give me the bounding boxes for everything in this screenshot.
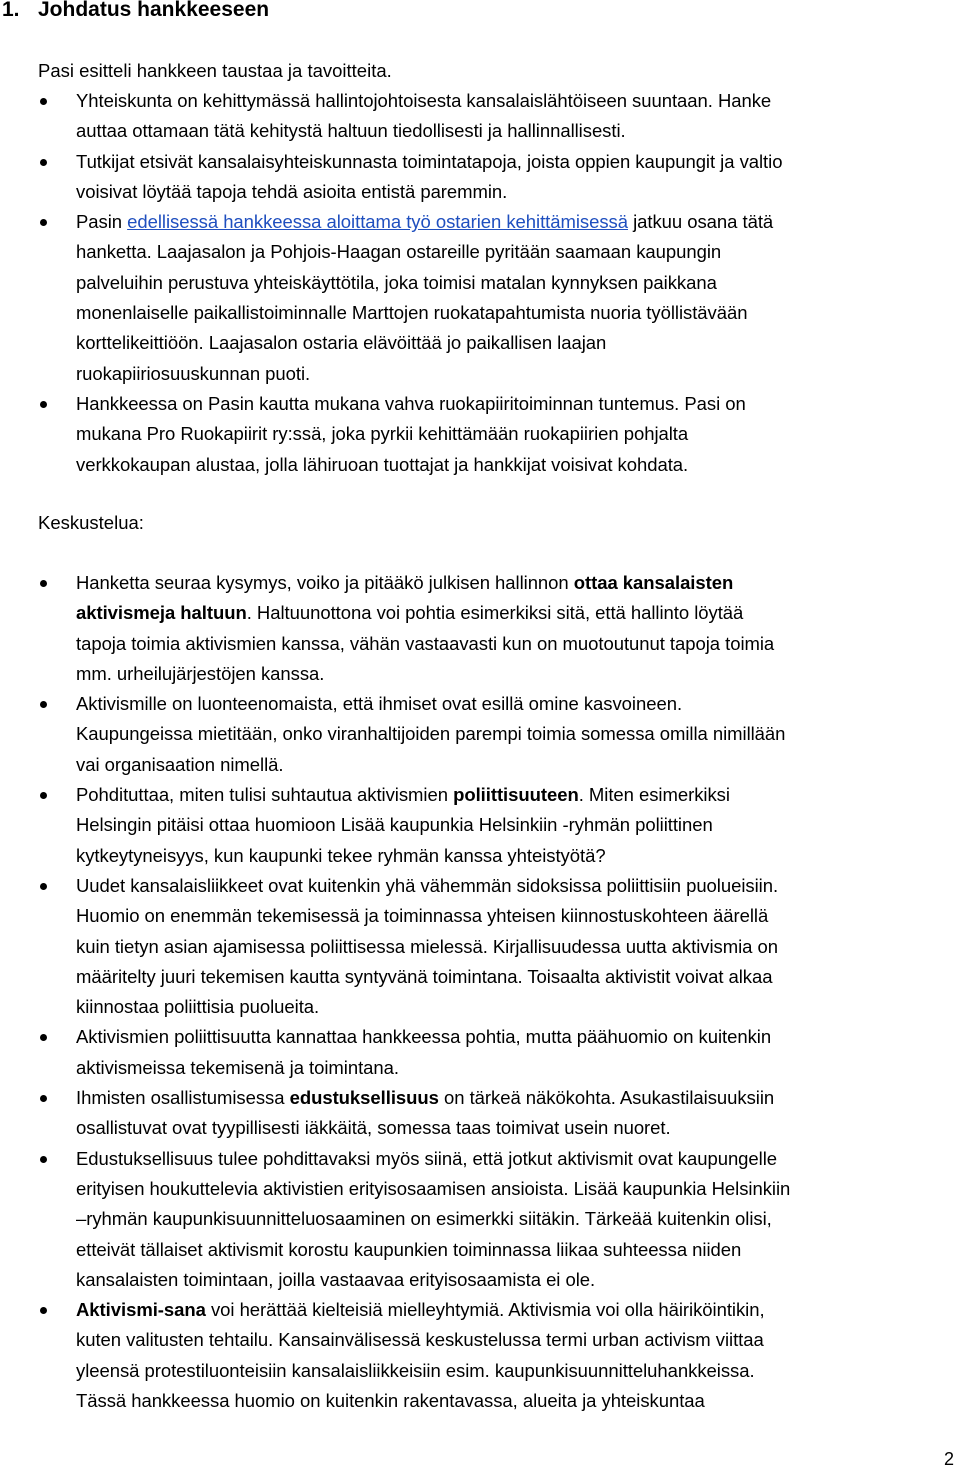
text-run: erityisen houkuttelevia aktivistien erityisosaamisen ansioista. Lisää kaupunkia Helsinkiin xyxy=(76,1177,791,1199)
text-line xyxy=(76,1265,954,1295)
text-run: Aktivismien poliittisuutta kannattaa hankkeessa pohtia, mutta päähuomio on kuitenkin xyxy=(76,1026,772,1048)
bullet-icon xyxy=(40,159,47,166)
list-item xyxy=(0,207,960,389)
text-line xyxy=(76,659,954,689)
text-run: yleensä protestiluonteisiin kansalaisliikkeisiin esim. kaupunkisuunnitteluhankkeissa. xyxy=(76,1359,755,1381)
bold-text: poliittisuuteen xyxy=(453,784,579,806)
text-run: määritelty juuri tekemisen kautta syntyvänä toimintana. Toisaalta aktivistit voivat alkaa xyxy=(76,965,773,987)
text-run: korttelikeittiöön. Laajasalon ostaria elävöittää jo paikallisen laajan xyxy=(76,332,607,354)
text-line xyxy=(76,177,954,207)
list-item xyxy=(0,1295,960,1416)
text-line xyxy=(76,450,954,480)
text-run: etteivät tällaiset aktivismit korostu kaupunkien toiminnassa liikaa suhteessa niiden xyxy=(76,1238,742,1260)
list-item xyxy=(0,568,960,689)
bullet-icon xyxy=(40,1095,47,1102)
text-run: Pohdituttaa, miten tulisi suhtautua aktivismien xyxy=(76,784,454,806)
text-run: auttaa ottamaan tätä kehitystä haltuun tiedollisesti ja hallinnallisesti. xyxy=(76,120,626,142)
text-run: hanketta. Laajasalon ja Pohjois-Haagan ostareille pyritään saamaan kaupungin xyxy=(76,241,722,263)
discussion-bullet-list xyxy=(0,568,960,1416)
intro-bullet-list xyxy=(0,86,960,480)
text-run: Kaupungeissa mietitään, onko viranhaltijoiden parempi toimia somessa omilla nimillään xyxy=(76,723,786,745)
text-line xyxy=(76,1113,954,1143)
text-run: Edustuksellisuus tulee pohdittavaksi myös siinä, että jotkut aktivismit ovat kaupungelle xyxy=(76,1147,778,1169)
section-heading xyxy=(2,0,269,24)
text-line xyxy=(76,1053,954,1083)
text-line xyxy=(76,1204,954,1234)
text-line xyxy=(76,901,954,931)
text-run: –ryhmän kaupunkisuunnitteluosaaminen on esimerkki siitäkin. Tärkeää kuitenkin olisi, xyxy=(76,1208,772,1230)
text-line xyxy=(76,86,954,116)
text-line xyxy=(76,932,954,962)
text-run: Ihmisten osallistumisessa xyxy=(76,1087,290,1109)
text-line xyxy=(76,841,954,871)
text-run: monenlaiselle paikallistoiminnalle Marttojen ruokatapahtumista nuoria työllistävään xyxy=(76,302,748,324)
text-line xyxy=(76,328,954,358)
text-line xyxy=(76,1325,954,1355)
text-line xyxy=(76,207,954,237)
text-run: Hanketta seuraa kysymys, voiko ja pitääkö julkisen hallinnon xyxy=(76,572,574,593)
heading-title: Johdatus hankkeeseen xyxy=(38,0,270,21)
bullet-icon xyxy=(40,701,47,708)
text-line xyxy=(76,147,954,177)
text-run: ruokapiiriosuuskunnan puoti. xyxy=(76,362,311,384)
bullet-icon xyxy=(40,98,47,105)
text-run: Tässä hankkeessa huomio on kuitenkin rakentavassa, alueita ja yhteiskuntaa xyxy=(76,1390,705,1412)
bold-text: Aktivismi-sana xyxy=(76,1299,206,1321)
text-line xyxy=(76,116,954,146)
text-line xyxy=(76,298,954,328)
text-line xyxy=(76,419,954,449)
text-run: mukana Pro Ruokapiirit ry:ssä, joka pyrkii kehittämään ruokapiirien pohjalta xyxy=(76,423,689,445)
list-item xyxy=(0,86,960,147)
text-run: kuten valitusten tehtailu. Kansainvälisessä keskustelussa termi urban activism viittaa xyxy=(76,1329,764,1351)
text-line xyxy=(76,1295,954,1325)
text-run: voisivat löytää tapoja tehdä asioita entistä paremmin. xyxy=(76,180,508,202)
text-run: kiinnostaa poliittisia puolueita. xyxy=(76,996,320,1018)
discussion-label: Keskustelua: xyxy=(38,512,144,533)
text-line xyxy=(76,810,954,840)
list-item xyxy=(0,1022,960,1083)
text-run: Uudet kansalaisliikkeet ovat kuitenkin yhä vähemmän sidoksissa poliittisiin puolueisiin. xyxy=(76,874,779,896)
list-item xyxy=(0,1083,960,1144)
text-run: mm. urheilujärjestöjen kanssa. xyxy=(76,662,325,684)
text-line xyxy=(76,992,954,1022)
text-run: Huomio on enemmän tekemisessä ja toiminnassa yhteisen kiinnostuskohteen äärellä xyxy=(76,905,769,927)
text-run: voi herättää kielteisiä mielleyhtymiä. Aktivismia voi olla häiriköintikin, xyxy=(205,1299,765,1321)
text-run: kuin tietyn asian ajamisessa poliittisessa mielessä. Kirjallisuudessa uutta aktivismia on xyxy=(76,935,778,957)
text-line xyxy=(76,237,954,267)
project-link[interactable]: edellisessä hankkeessa aloittama työ ostarien kehittämisessä xyxy=(127,211,628,233)
bullet-icon xyxy=(40,1156,47,1163)
text-run: kytkeytyneisyys, kun kaupunki tekee ryhmän kanssa yhteistyötä? xyxy=(76,844,606,866)
bullet-icon xyxy=(40,1307,47,1314)
list-item xyxy=(0,147,960,208)
text-line xyxy=(76,750,954,780)
list-item xyxy=(0,689,960,780)
text-line xyxy=(76,1174,954,1204)
text-line xyxy=(76,359,954,389)
bullet-icon xyxy=(40,792,47,799)
text-run: jatkuu osana tätä xyxy=(628,211,774,233)
bullet-icon xyxy=(40,401,47,408)
text-line xyxy=(76,1356,954,1386)
text-line xyxy=(76,629,954,659)
bold-text: ottaa kansalaisten xyxy=(573,572,734,593)
bullet-icon xyxy=(40,1034,47,1041)
list-item xyxy=(0,389,960,480)
text-run: Pasin xyxy=(76,211,128,233)
text-line xyxy=(76,1386,954,1416)
page-number: 2 xyxy=(943,1449,954,1469)
text-line xyxy=(76,1083,954,1113)
text-line xyxy=(76,962,954,992)
text-run: Helsingin pitäisi ottaa huomioon Lisää kaupunkia Helsinkiin -ryhmän poliittinen xyxy=(76,814,713,836)
text-run: tapoja toimia aktivismien kanssa, vähän vastaavasti kun on muotoutunut tapoja toimia xyxy=(76,632,775,654)
text-run: kansalaisten toimintaan, joilla vastaavaa erityisosaamista ei ole. xyxy=(76,1268,596,1290)
text-line xyxy=(76,871,954,901)
heading-number: 1. xyxy=(2,0,20,21)
text-line xyxy=(76,389,954,419)
intro-paragraph: Pasi esitteli hankkeen taustaa ja tavoitteita. xyxy=(38,60,392,81)
text-line xyxy=(76,598,954,628)
text-line xyxy=(76,268,954,298)
bullet-icon xyxy=(40,219,47,226)
list-item xyxy=(0,871,960,1022)
bullet-icon xyxy=(40,580,47,587)
text-run: Yhteiskunta on kehittymässä hallintojohtoisesta kansalaislähtöiseen suuntaan. Hanke xyxy=(76,90,772,111)
text-run: vai organisaation nimellä. xyxy=(76,753,284,775)
list-item xyxy=(0,780,960,871)
bold-text: edustuksellisuus xyxy=(289,1087,439,1109)
text-line xyxy=(76,1144,954,1174)
text-run: palveluihin perustuva yhteiskäyttötila, joka toimisi matalan kynnyksen paikkana xyxy=(76,271,717,293)
text-run: osallistuvat ovat tyypillisesti iäkkäitä, somessa taas toimivat usein nuoret. xyxy=(76,1117,671,1139)
bold-text: aktivismeja haltuun xyxy=(76,602,247,624)
text-run: verkkokaupan alustaa, jolla lähiruoan tuottajat ja hankkijat voisivat kohdata. xyxy=(76,453,689,475)
text-run: Hankkeessa on Pasin kautta mukana vahva ruokapiiritoiminnan tuntemus. Pasi on xyxy=(76,392,746,414)
text-run: on tärkeä näkökohta. Asukastilaisuuksiin xyxy=(438,1087,775,1109)
text-line xyxy=(76,689,954,719)
text-run: Aktivismille on luonteenomaista, että ihmiset ovat esillä omine kasvoineen. xyxy=(76,693,683,715)
text-line xyxy=(76,568,954,598)
text-run: Tutkijat etsivät kansalaisyhteiskunnasta toimintatapoja, joista oppien kaupungit ja valtio xyxy=(76,150,783,172)
text-line xyxy=(76,719,954,749)
bullet-icon xyxy=(40,883,47,890)
text-run: . Miten esimerkiksi xyxy=(578,784,730,806)
text-line xyxy=(76,1235,954,1265)
list-item xyxy=(0,1144,960,1295)
text-run: . Haltuunottona voi pohtia esimerkiksi sitä, että hallinto löytää xyxy=(246,602,744,624)
text-run: aktivismeissa tekemisenä ja toimintana. xyxy=(76,1056,399,1078)
text-line xyxy=(76,780,954,810)
text-line xyxy=(76,1022,954,1052)
